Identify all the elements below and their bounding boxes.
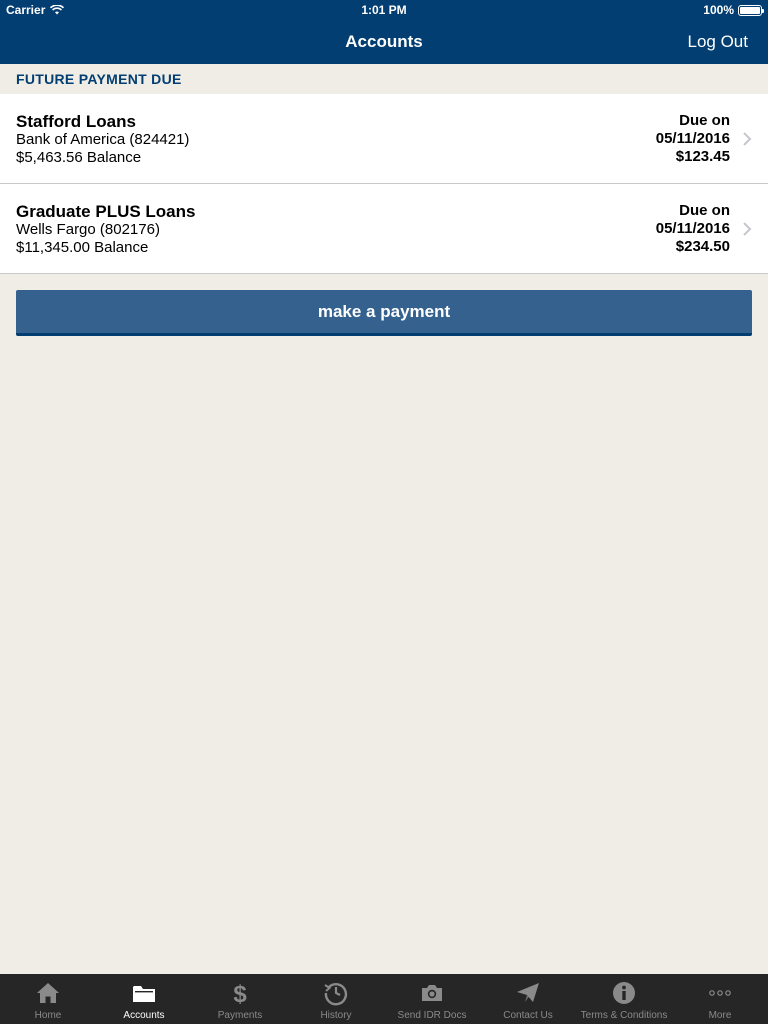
tab-terms-conditions[interactable] [576, 974, 672, 1024]
due-amount: $234.50 [675, 238, 730, 255]
loan-balance: $11,345.00 Balance [16, 239, 149, 256]
loan-balance: $5,463.56 Balance [16, 149, 142, 166]
chevron-right-icon [740, 220, 754, 238]
navigation-bar [0, 0, 768, 64]
tab-home[interactable] [0, 974, 96, 1024]
tab-label: Terms & Conditions [580, 1010, 668, 1021]
folder-icon [131, 980, 157, 1006]
loan-servicer: Bank of America (824421) [16, 131, 190, 148]
due-label: Due on [679, 112, 730, 129]
logout-button[interactable]: Log Out [687, 32, 748, 51]
due-date: 05/11/2016 [655, 220, 730, 237]
tab-label: Home [34, 1010, 62, 1021]
loan-list [0, 94, 768, 274]
tab-accounts[interactable] [96, 974, 192, 1024]
tab-send-idr-docs[interactable] [384, 974, 480, 1024]
make-payment-button[interactable]: make a payment [16, 290, 752, 336]
page-title: Accounts [345, 32, 423, 51]
tab-label: Payments [217, 1010, 263, 1021]
loan-row-stafford[interactable] [0, 94, 768, 184]
loan-name: Stafford Loans [16, 112, 136, 131]
paper-plane-icon [515, 980, 541, 1006]
clock: 1:01 PM [361, 3, 407, 17]
home-icon [35, 980, 61, 1006]
tab-label: Contact Us [503, 1010, 553, 1021]
carrier-label: Carrier [6, 3, 46, 17]
tab-label: History [320, 1010, 352, 1021]
tab-label: Send IDR Docs [397, 1010, 467, 1021]
battery-status [703, 3, 762, 17]
chevron-right-icon [740, 130, 754, 148]
tab-bar [0, 974, 768, 1024]
due-label: Due on [679, 202, 730, 219]
dollar-icon [227, 980, 253, 1006]
tab-payments[interactable] [192, 974, 288, 1024]
loan-servicer: Wells Fargo (802176) [16, 221, 160, 238]
info-icon [611, 980, 637, 1006]
tab-history[interactable] [288, 974, 384, 1024]
tab-label: Accounts [123, 1010, 165, 1021]
status-bar [0, 0, 768, 20]
battery-icon [738, 5, 762, 16]
more-icon [707, 980, 733, 1006]
section-header: FUTURE PAYMENT DUE [16, 71, 182, 87]
svg-text:$: $ [233, 981, 247, 1006]
history-icon [323, 980, 349, 1006]
due-date: 05/11/2016 [655, 130, 730, 147]
due-amount: $123.45 [675, 148, 730, 165]
battery-percent: 100% [703, 3, 734, 17]
camera-icon [419, 980, 445, 1006]
loan-name: Graduate PLUS Loans [16, 202, 196, 221]
tab-label: More [708, 1010, 732, 1021]
loan-row-graduate-plus[interactable] [0, 184, 768, 274]
tab-contact-us[interactable] [480, 974, 576, 1024]
tab-more[interactable] [672, 974, 768, 1024]
